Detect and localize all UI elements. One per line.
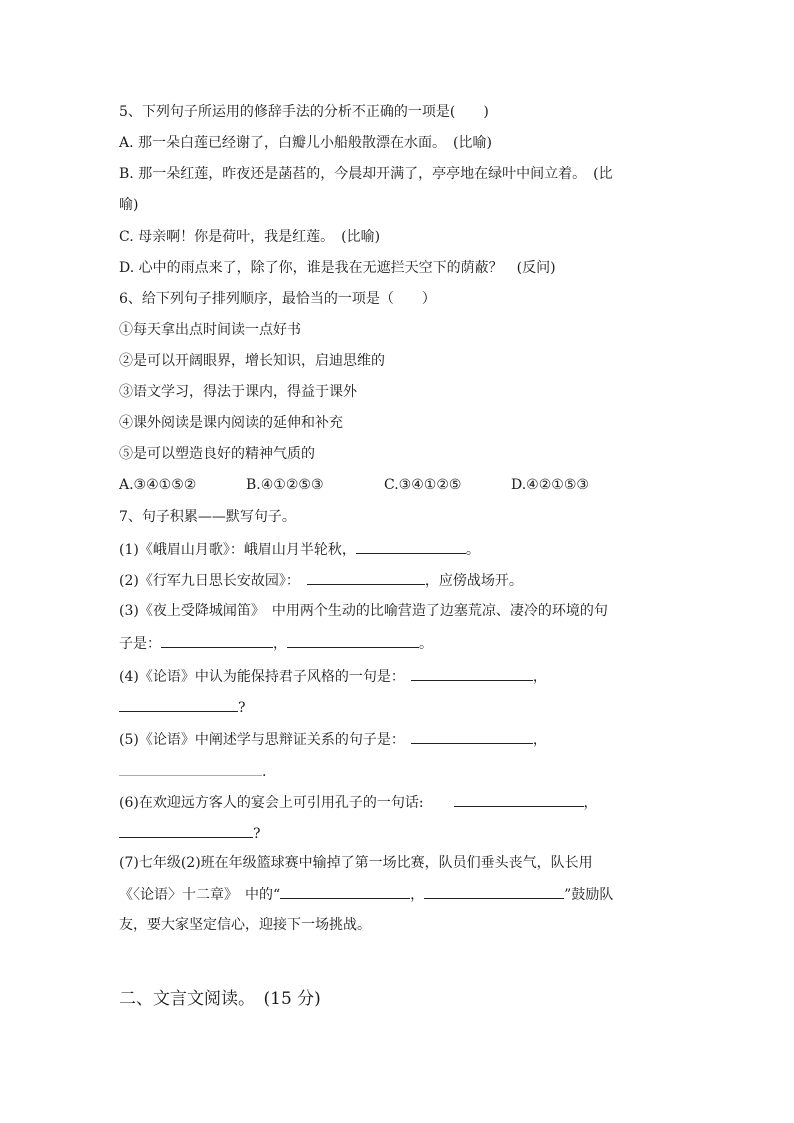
q7-item-4-end: ?: [238, 700, 246, 716]
answer-blank[interactable]: [411, 666, 533, 681]
q7-item-7-end: ”鼓励队: [564, 887, 614, 903]
q6-sentence-3: ③语文学习，得法于课内，得益于课外: [119, 384, 357, 400]
q5-option-b-cont: 喻): [119, 197, 139, 213]
q7-item-5-end: .: [262, 764, 267, 780]
q6-sentence-4: ④课外阅读是课内阅读的延伸和补充: [119, 415, 343, 431]
q7-item-7-cont: 友，要大家坚定信心，迎接下一场挑战。: [119, 917, 371, 933]
q7-item-4: [119, 666, 547, 687]
q7-item-7-comma: ，: [410, 887, 425, 903]
q7-item-4-text: (4)《论语》中认为能保持君子风格的一句是：: [119, 669, 405, 685]
q7-item-2: [119, 570, 523, 591]
q6-stem: 6、给下列句子排列顺序，最恰当的一项是（ ）: [119, 291, 436, 307]
q6-sentence-5: ⑤是可以塑造良好的精神气质的: [119, 446, 315, 462]
q7-item-2-end: ，应傍战场开。: [424, 573, 523, 589]
q7-item-6: [119, 792, 598, 813]
q5-option-c: C. 母亲啊！你是荷叶，我是红莲。 (比喻): [119, 229, 381, 245]
q7-item-5-cont: [119, 761, 266, 782]
q6-option-b: B.④①②⑤③: [246, 477, 324, 493]
q7-item-6-end: ?: [253, 826, 261, 842]
q7-item-6-text: (6)在欢迎远方客人的宴会上可引用孔子的一句话:: [119, 795, 424, 811]
q7-item-6-cont: [119, 823, 261, 844]
q7-item-3-comma: ，: [273, 636, 287, 652]
answer-blank[interactable]: [119, 823, 253, 838]
q6-option-d: D.④②①⑤③: [511, 477, 589, 493]
q6-sentence-2: ②是可以开阔眼界，增长知识，启迪思维的: [119, 353, 385, 369]
q7-item-5-text: (5)《论语》中阐述学与思辩证关系的句子是：: [119, 732, 405, 748]
answer-blank[interactable]: [307, 570, 425, 585]
q5-option-b: B. 那一朵红莲，昨夜还是菡萏的，今晨却开满了，亭亭地在绿叶中间立着。 (比: [119, 166, 613, 182]
answer-blank[interactable]: [454, 792, 584, 807]
answer-blank[interactable]: [280, 884, 410, 899]
q5-option-a: A. 那一朵白莲已经谢了，白瓣儿小船般散漂在水面。 (比喻): [119, 135, 492, 151]
answer-blank[interactable]: [411, 729, 533, 744]
q7-item-1-end: 。: [465, 542, 480, 558]
q7-item-1: [119, 539, 480, 560]
q5-stem: 5、下列句子所运用的修辞手法的分析不正确的一项是( ): [119, 104, 489, 120]
q7-item-3-prefix: 子是：: [119, 636, 161, 652]
q5-option-d: D. 心中的雨点来了，除了你，谁是我在无遮拦天空下的荫蔽？ (反问): [119, 260, 556, 276]
q7-item-7-answer: [119, 884, 613, 905]
q7-item-5: [119, 729, 547, 750]
answer-blank[interactable]: [161, 633, 273, 648]
answer-blank[interactable]: [287, 633, 419, 648]
q7-item-7-prefix: 《〈论语〉十二章》 中的“: [119, 887, 281, 903]
q7-item-3-answer: [119, 633, 433, 654]
q7-item-5-comma: ，: [532, 732, 547, 748]
q6-option-c: C.③④①②⑤: [384, 477, 462, 493]
q7-item-3: (3)《夜上受降城闻笛》 中用两个生动的比喻营造了边塞荒凉、凄冷的环境的句: [119, 603, 608, 619]
q7-item-4-cont: [119, 697, 246, 718]
q7-item-7: (7)七年级(2)班在年级篮球赛中输掉了第一场比赛，队员们垂头丧气，队长用: [119, 855, 593, 871]
answer-blank[interactable]: [119, 697, 238, 712]
section-2-heading: 二、文言文阅读。 (15 分): [119, 989, 321, 1009]
q7-item-3-end: 。: [419, 636, 433, 652]
q6-option-a: A.③④①⑤②: [119, 477, 197, 493]
q7-item-6-comma: ，: [583, 795, 598, 811]
answer-blank[interactable]: [424, 884, 564, 899]
q7-stem: 7、句子积累——默写句子。: [119, 509, 296, 525]
answer-blank[interactable]: [356, 539, 466, 554]
q7-item-1-text: (1)《峨眉山月歌》：峨眉山月半轮秋，: [119, 542, 356, 558]
answer-blank[interactable]: [119, 761, 262, 776]
q6-sentence-1: ①每天拿出点时间读一点好书: [119, 322, 301, 338]
q7-item-4-comma: ，: [532, 669, 547, 685]
q7-item-2-text: (2)《行军九日思长安故园》：: [119, 573, 307, 589]
